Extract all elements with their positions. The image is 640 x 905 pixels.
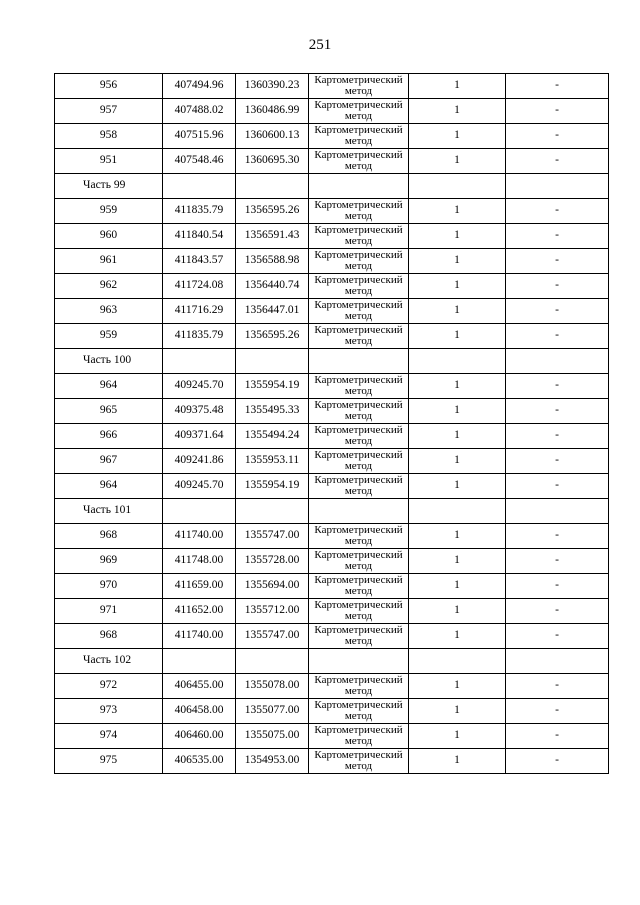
table-row — [55, 599, 609, 624]
part-header-row — [55, 349, 609, 374]
description-cell: - — [506, 399, 609, 424]
y-coordinate-cell: 1360600.13 — [236, 124, 309, 149]
method-line-2: метод — [344, 235, 373, 247]
point-number-cell: 951 — [55, 149, 163, 174]
y-coordinate-cell: 1354953.00 — [236, 749, 309, 774]
method-line-1: Картометрический — [314, 699, 403, 711]
table-row — [55, 99, 609, 124]
table-row — [55, 749, 609, 774]
description-cell: - — [506, 574, 609, 599]
x-coordinate-cell: 407515.96 — [163, 124, 236, 149]
empty-cell — [309, 649, 409, 674]
x-coordinate-cell: 411840.54 — [163, 224, 236, 249]
table-row — [55, 399, 609, 424]
method-line-2: метод — [344, 385, 373, 397]
description-cell: - — [506, 549, 609, 574]
description-cell: - — [506, 524, 609, 549]
method-line-1: Картометрический — [314, 149, 403, 161]
table-row — [55, 724, 609, 749]
method-line-1: Картометрический — [314, 524, 403, 536]
y-coordinate-cell: 1360695.30 — [236, 149, 309, 174]
method-line-1: Картометрический — [314, 249, 403, 261]
method-line-2: метод — [344, 335, 373, 347]
description-cell: - — [506, 749, 609, 774]
method-line-2: метод — [344, 160, 373, 172]
empty-cell — [309, 174, 409, 199]
table-row — [55, 199, 609, 224]
x-coordinate-cell: 406460.00 — [163, 724, 236, 749]
table-row — [55, 224, 609, 249]
accuracy-cell: 1 — [409, 549, 506, 574]
part-label: Часть 102 — [55, 649, 163, 674]
method-cell — [309, 324, 409, 349]
table-row — [55, 549, 609, 574]
point-number-cell: 964 — [55, 474, 163, 499]
method-cell — [309, 624, 409, 649]
description-cell: - — [506, 299, 609, 324]
description-cell: - — [506, 99, 609, 124]
point-number-cell: 962 — [55, 274, 163, 299]
table-row — [55, 124, 609, 149]
accuracy-cell: 1 — [409, 599, 506, 624]
table-row — [55, 274, 609, 299]
table-row — [55, 699, 609, 724]
point-number-cell: 968 — [55, 524, 163, 549]
empty-cell — [506, 174, 609, 199]
accuracy-cell: 1 — [409, 524, 506, 549]
empty-cell — [409, 649, 506, 674]
point-number-cell: 971 — [55, 599, 163, 624]
y-coordinate-cell: 1355953.11 — [236, 449, 309, 474]
point-number-cell: 969 — [55, 549, 163, 574]
part-header-row — [55, 499, 609, 524]
table-row — [55, 674, 609, 699]
accuracy-cell: 1 — [409, 674, 506, 699]
x-coordinate-cell: 411659.00 — [163, 574, 236, 599]
x-coordinate-cell: 409375.48 — [163, 399, 236, 424]
method-line-2: метод — [344, 610, 373, 622]
method-line-1: Картометрический — [314, 574, 403, 586]
point-number-cell: 959 — [55, 324, 163, 349]
x-coordinate-cell: 409241.86 — [163, 449, 236, 474]
y-coordinate-cell: 1355494.24 — [236, 424, 309, 449]
table-row — [55, 74, 609, 99]
accuracy-cell: 1 — [409, 424, 506, 449]
point-number-cell: 972 — [55, 674, 163, 699]
x-coordinate-cell: 407494.96 — [163, 74, 236, 99]
point-number-cell: 957 — [55, 99, 163, 124]
empty-cell — [236, 649, 309, 674]
y-coordinate-cell: 1356595.26 — [236, 324, 309, 349]
point-number-cell: 966 — [55, 424, 163, 449]
method-cell — [309, 599, 409, 624]
x-coordinate-cell: 411748.00 — [163, 549, 236, 574]
x-coordinate-cell: 406458.00 — [163, 699, 236, 724]
part-label: Часть 100 — [55, 349, 163, 374]
method-line-2: метод — [344, 410, 373, 422]
description-cell: - — [506, 449, 609, 474]
method-line-1: Картометрический — [314, 74, 403, 86]
method-line-1: Картометрический — [314, 199, 403, 211]
method-line-1: Картометрический — [314, 624, 403, 636]
x-coordinate-cell: 407548.46 — [163, 149, 236, 174]
empty-cell — [409, 499, 506, 524]
method-line-1: Картометрический — [314, 549, 403, 561]
accuracy-cell: 1 — [409, 74, 506, 99]
x-coordinate-cell: 411740.00 — [163, 624, 236, 649]
accuracy-cell: 1 — [409, 149, 506, 174]
description-cell: - — [506, 149, 609, 174]
method-line-1: Картометрический — [314, 374, 403, 386]
description-cell: - — [506, 249, 609, 274]
method-cell — [309, 224, 409, 249]
table-row — [55, 149, 609, 174]
table-row — [55, 249, 609, 274]
x-coordinate-cell: 411724.08 — [163, 274, 236, 299]
method-line-1: Картометрический — [314, 449, 403, 461]
accuracy-cell: 1 — [409, 199, 506, 224]
y-coordinate-cell: 1356447.01 — [236, 299, 309, 324]
method-line-1: Картометрический — [314, 749, 403, 761]
method-cell — [309, 199, 409, 224]
table-row — [55, 474, 609, 499]
method-line-2: метод — [344, 760, 373, 772]
point-number-cell: 970 — [55, 574, 163, 599]
method-cell — [309, 249, 409, 274]
method-line-1: Картометрический — [314, 324, 403, 336]
method-line-2: метод — [344, 135, 373, 147]
method-cell — [309, 524, 409, 549]
table-row — [55, 424, 609, 449]
method-line-2: метод — [344, 110, 373, 122]
description-cell: - — [506, 624, 609, 649]
accuracy-cell: 1 — [409, 124, 506, 149]
point-number-cell: 958 — [55, 124, 163, 149]
table-row — [55, 374, 609, 399]
method-line-2: метод — [344, 310, 373, 322]
method-line-2: метод — [344, 260, 373, 272]
method-line-2: метод — [344, 435, 373, 447]
empty-cell — [309, 349, 409, 374]
empty-cell — [236, 349, 309, 374]
method-line-1: Картометрический — [314, 674, 403, 686]
method-cell — [309, 274, 409, 299]
table-row — [55, 449, 609, 474]
method-line-2: метод — [344, 85, 373, 97]
accuracy-cell: 1 — [409, 399, 506, 424]
y-coordinate-cell: 1355747.00 — [236, 624, 309, 649]
method-line-2: метод — [344, 735, 373, 747]
empty-cell — [506, 499, 609, 524]
empty-cell — [409, 349, 506, 374]
method-cell — [309, 374, 409, 399]
empty-cell — [506, 349, 609, 374]
empty-cell — [236, 499, 309, 524]
method-cell — [309, 124, 409, 149]
x-coordinate-cell: 406455.00 — [163, 674, 236, 699]
accuracy-cell: 1 — [409, 99, 506, 124]
y-coordinate-cell: 1356588.98 — [236, 249, 309, 274]
accuracy-cell: 1 — [409, 249, 506, 274]
method-cell — [309, 424, 409, 449]
method-cell — [309, 699, 409, 724]
method-cell — [309, 299, 409, 324]
table-row — [55, 574, 609, 599]
empty-cell — [163, 499, 236, 524]
y-coordinate-cell: 1356591.43 — [236, 224, 309, 249]
method-line-1: Картометрический — [314, 399, 403, 411]
x-coordinate-cell: 411835.79 — [163, 324, 236, 349]
description-cell: - — [506, 274, 609, 299]
accuracy-cell: 1 — [409, 374, 506, 399]
point-number-cell: 968 — [55, 624, 163, 649]
method-cell — [309, 749, 409, 774]
description-cell: - — [506, 424, 609, 449]
accuracy-cell: 1 — [409, 274, 506, 299]
y-coordinate-cell: 1360390.23 — [236, 74, 309, 99]
method-line-2: метод — [344, 535, 373, 547]
description-cell: - — [506, 599, 609, 624]
method-line-2: метод — [344, 285, 373, 297]
method-cell — [309, 399, 409, 424]
x-coordinate-cell: 409245.70 — [163, 374, 236, 399]
accuracy-cell: 1 — [409, 449, 506, 474]
accuracy-cell: 1 — [409, 699, 506, 724]
coordinates-table-body — [55, 74, 609, 774]
part-label: Часть 101 — [55, 499, 163, 524]
description-cell: - — [506, 324, 609, 349]
accuracy-cell: 1 — [409, 574, 506, 599]
table-row — [55, 624, 609, 649]
coordinates-table — [54, 73, 609, 774]
accuracy-cell: 1 — [409, 324, 506, 349]
point-number-cell: 967 — [55, 449, 163, 474]
x-coordinate-cell: 406535.00 — [163, 749, 236, 774]
method-cell — [309, 149, 409, 174]
point-number-cell: 963 — [55, 299, 163, 324]
description-cell: - — [506, 74, 609, 99]
method-line-1: Картометрический — [314, 224, 403, 236]
x-coordinate-cell: 411740.00 — [163, 524, 236, 549]
empty-cell — [236, 174, 309, 199]
method-cell — [309, 474, 409, 499]
method-line-1: Картометрический — [314, 599, 403, 611]
point-number-cell: 960 — [55, 224, 163, 249]
point-number-cell: 974 — [55, 724, 163, 749]
empty-cell — [309, 499, 409, 524]
y-coordinate-cell: 1355495.33 — [236, 399, 309, 424]
point-number-cell: 964 — [55, 374, 163, 399]
description-cell: - — [506, 674, 609, 699]
method-line-1: Картометрический — [314, 274, 403, 286]
y-coordinate-cell: 1355694.00 — [236, 574, 309, 599]
description-cell: - — [506, 124, 609, 149]
method-line-2: метод — [344, 685, 373, 697]
empty-cell — [506, 649, 609, 674]
method-line-2: метод — [344, 585, 373, 597]
x-coordinate-cell: 407488.02 — [163, 99, 236, 124]
method-cell — [309, 449, 409, 474]
method-line-1: Картометрический — [314, 99, 403, 111]
x-coordinate-cell: 409245.70 — [163, 474, 236, 499]
x-coordinate-cell: 411835.79 — [163, 199, 236, 224]
description-cell: - — [506, 474, 609, 499]
method-cell — [309, 99, 409, 124]
accuracy-cell: 1 — [409, 749, 506, 774]
method-cell — [309, 574, 409, 599]
y-coordinate-cell: 1355954.19 — [236, 374, 309, 399]
method-cell — [309, 549, 409, 574]
method-line-2: метод — [344, 710, 373, 722]
description-cell: - — [506, 724, 609, 749]
method-line-1: Картометрический — [314, 424, 403, 436]
point-number-cell: 965 — [55, 399, 163, 424]
accuracy-cell: 1 — [409, 624, 506, 649]
y-coordinate-cell: 1356440.74 — [236, 274, 309, 299]
accuracy-cell: 1 — [409, 474, 506, 499]
y-coordinate-cell: 1355747.00 — [236, 524, 309, 549]
method-line-1: Картометрический — [314, 124, 403, 136]
accuracy-cell: 1 — [409, 224, 506, 249]
y-coordinate-cell: 1355712.00 — [236, 599, 309, 624]
empty-cell — [163, 649, 236, 674]
method-line-2: метод — [344, 210, 373, 222]
y-coordinate-cell: 1355954.19 — [236, 474, 309, 499]
page-number: 251 — [308, 37, 332, 53]
x-coordinate-cell: 411843.57 — [163, 249, 236, 274]
empty-cell — [409, 174, 506, 199]
point-number-cell: 959 — [55, 199, 163, 224]
part-label: Часть 99 — [55, 174, 163, 199]
method-line-2: метод — [344, 460, 373, 472]
table-row — [55, 299, 609, 324]
point-number-cell: 973 — [55, 699, 163, 724]
description-cell: - — [506, 199, 609, 224]
method-cell — [309, 674, 409, 699]
y-coordinate-cell: 1355078.00 — [236, 674, 309, 699]
method-cell — [309, 74, 409, 99]
method-line-1: Картометрический — [314, 299, 403, 311]
accuracy-cell: 1 — [409, 724, 506, 749]
accuracy-cell: 1 — [409, 299, 506, 324]
point-number-cell: 961 — [55, 249, 163, 274]
x-coordinate-cell: 411652.00 — [163, 599, 236, 624]
table-row — [55, 524, 609, 549]
y-coordinate-cell: 1355075.00 — [236, 724, 309, 749]
method-line-2: метод — [344, 635, 373, 647]
empty-cell — [163, 349, 236, 374]
x-coordinate-cell: 409371.64 — [163, 424, 236, 449]
method-cell — [309, 724, 409, 749]
method-line-1: Картометрический — [314, 474, 403, 486]
part-header-row — [55, 174, 609, 199]
description-cell: - — [506, 374, 609, 399]
x-coordinate-cell: 411716.29 — [163, 299, 236, 324]
description-cell: - — [506, 224, 609, 249]
method-line-1: Картометрический — [314, 724, 403, 736]
point-number-cell: 975 — [55, 749, 163, 774]
y-coordinate-cell: 1355728.00 — [236, 549, 309, 574]
table-row — [55, 324, 609, 349]
y-coordinate-cell: 1356595.26 — [236, 199, 309, 224]
point-number-cell: 956 — [55, 74, 163, 99]
y-coordinate-cell: 1355077.00 — [236, 699, 309, 724]
method-line-2: метод — [344, 560, 373, 572]
y-coordinate-cell: 1360486.99 — [236, 99, 309, 124]
description-cell: - — [506, 699, 609, 724]
part-header-row — [55, 649, 609, 674]
empty-cell — [163, 174, 236, 199]
method-line-2: метод — [344, 485, 373, 497]
